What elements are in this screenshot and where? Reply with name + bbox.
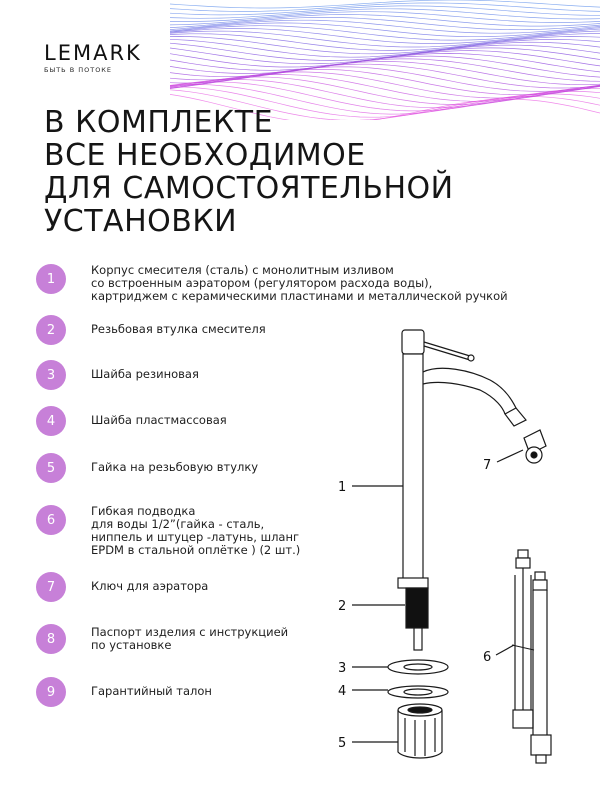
item-text: по установке [91, 638, 172, 652]
callout-label: 5 [338, 736, 347, 751]
item-text: EPDM в стальной оплётке ) (2 шт.) [91, 543, 301, 557]
item-number-badge: 3 [36, 360, 66, 390]
item-text: Гибкая подводка [91, 504, 196, 518]
item-number-badge: 4 [36, 406, 66, 436]
item-text: Резьбовая втулка смесителя [91, 322, 266, 336]
faucet-body [398, 354, 526, 588]
plastic-washer [388, 686, 448, 698]
item-number-badge: 6 [36, 505, 66, 535]
item-text: картриджем с керамическими пластинами и металлической ручкой [91, 289, 508, 303]
threaded-sleeve [406, 588, 428, 650]
headline-line: УСТАНОВКИ [44, 204, 238, 239]
callout-label: 7 [483, 458, 492, 473]
aerator-key [524, 430, 546, 463]
item-text: Шайба резиновая [91, 367, 199, 381]
item-text: ниппель и штуцер -латунь, шланг [91, 530, 300, 544]
logo-tagline: БЫТЬ В ПОТОКЕ [44, 66, 113, 74]
flexible-hoses [512, 550, 551, 763]
item-text: Гайка на резьбовую втулку [91, 460, 259, 474]
item-number-badge: 7 [36, 572, 66, 602]
item-number-badge: 2 [36, 315, 66, 345]
item-text: Ключ для аэратора [91, 579, 209, 593]
callout-label: 6 [483, 650, 492, 665]
callout-label: 1 [338, 480, 347, 495]
headline-line: ВСЕ НЕОБХОДИМОЕ [44, 138, 366, 173]
item-number-badge: 5 [36, 453, 66, 483]
brand-logo [44, 42, 142, 74]
item-text: для воды 1/2”(гайка - сталь, [91, 517, 265, 531]
callout-leader [497, 450, 523, 462]
logo-name: LEMARK [44, 41, 142, 65]
rubber-washer [388, 660, 448, 674]
mounting-nut [398, 704, 442, 758]
item-text: Гарантийный талон [91, 684, 212, 698]
callout-label: 2 [338, 599, 347, 614]
item-text: со встроенным аэратором (регулятором расхода воды), [91, 276, 433, 290]
faucet-exploded-diagram [330, 320, 600, 800]
item-number-badge: 1 [36, 264, 66, 294]
callout-label: 4 [338, 684, 347, 699]
page-headline [44, 106, 454, 238]
callout-label: 3 [338, 661, 347, 676]
callout-leader [496, 645, 514, 655]
headline-line: В КОМПЛЕКТЕ [44, 105, 274, 140]
item-text: Шайба пластмассовая [91, 413, 227, 427]
item-number-badge: 8 [36, 624, 66, 654]
item-number-badge: 9 [36, 677, 66, 707]
item-text: Паспорт изделия с инструкцией [91, 625, 289, 639]
headline-line: ДЛЯ САМОСТОЯТЕЛЬНОЙ [44, 171, 454, 206]
item-text: Корпус смесителя (сталь) с монолитным изливом [91, 263, 394, 277]
